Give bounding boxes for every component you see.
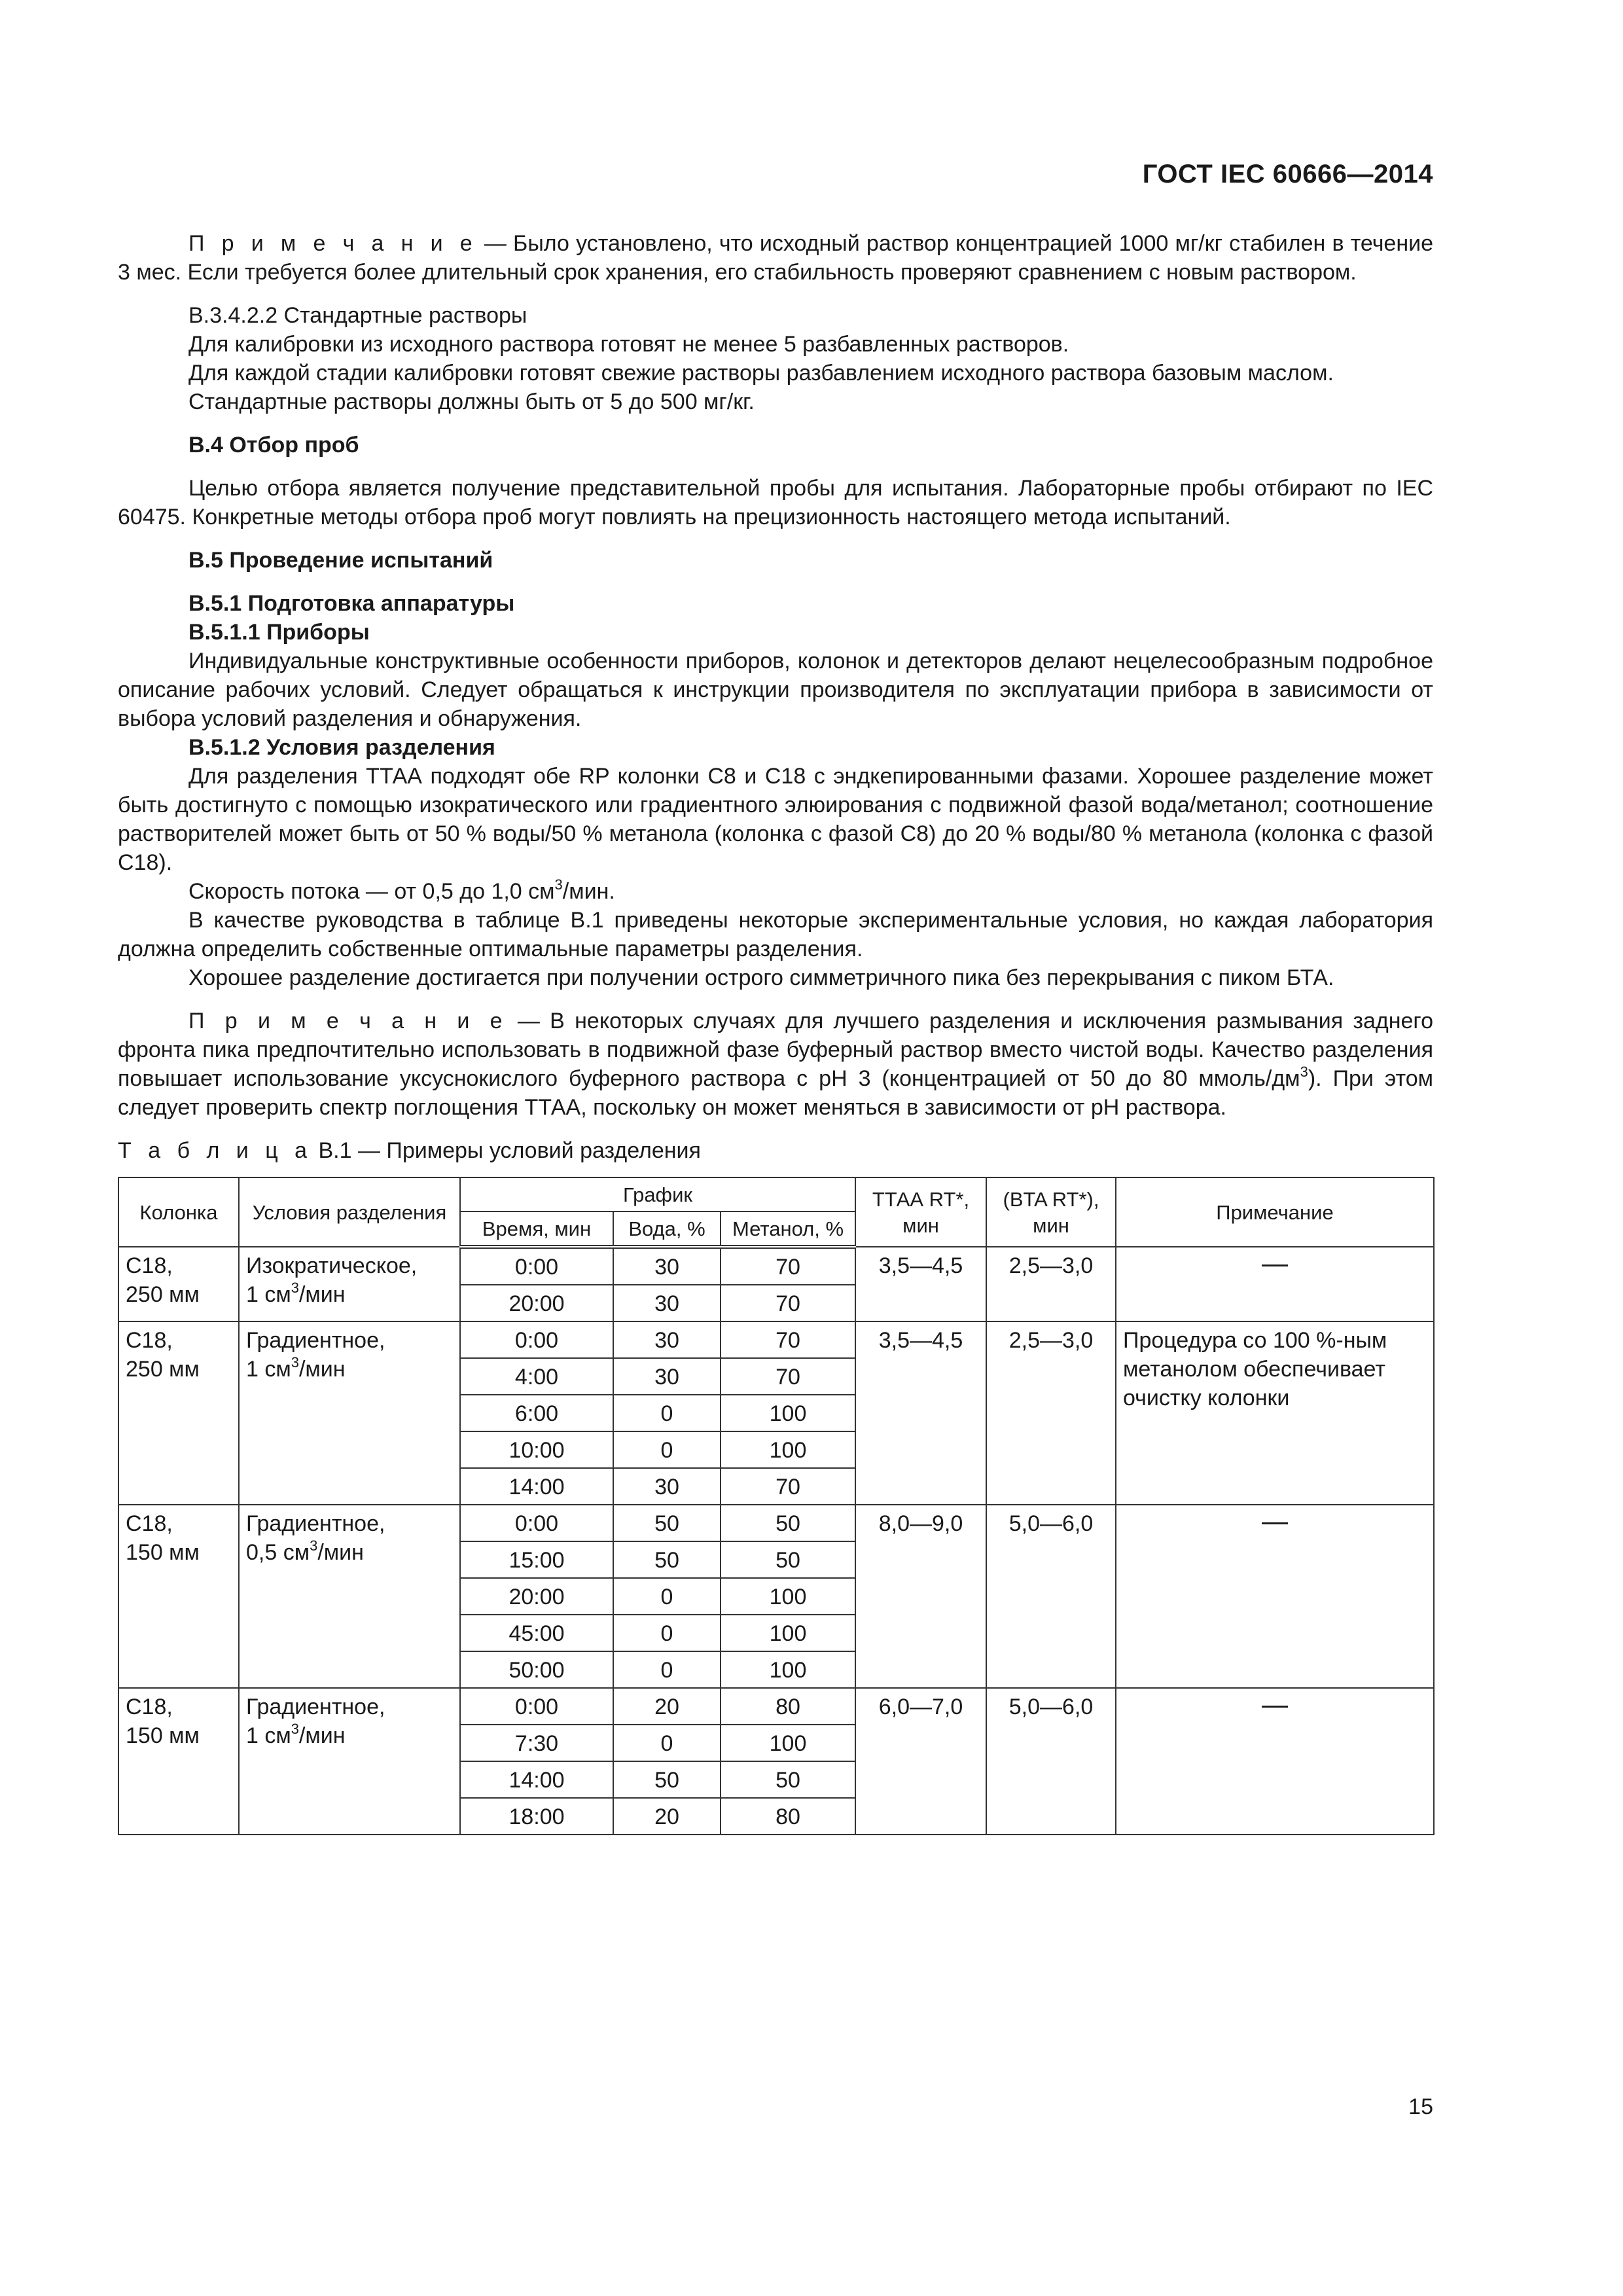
cell-column: С18, 150 мм — [118, 1505, 239, 1688]
cell-time: 15:00 — [460, 1541, 613, 1578]
cell-conditions: Изократическое, 1 $см^3$/мин — [239, 1247, 460, 1321]
cell-water: 0 — [613, 1725, 721, 1761]
cell-time: 18:00 — [460, 1798, 613, 1835]
cell-bta: 2,5—3,0 — [986, 1247, 1116, 1321]
header-ttaa: ТТАА RT*, мин — [855, 1177, 986, 1247]
cell-conditions: Градиентное, 1 $см^3$/мин — [239, 1688, 460, 1835]
cell-methanol: 50 — [721, 1505, 855, 1541]
cell-methanol: 70 — [721, 1285, 855, 1321]
page-number: 15 — [1408, 2094, 1433, 2119]
note-label: П р и м е ч а н и е — [188, 1009, 508, 1033]
cell-time: 6:00 — [460, 1395, 613, 1431]
cell-bta: 5,0—6,0 — [986, 1505, 1116, 1688]
note-text: — Было установлено, что исходный раствор концентрацией 1000 мг/кг стабилен в течение 3 мес. Если требуется более длительный срок хранения, его стабильность проверяют сравнением с новым раствором. — [118, 231, 1433, 285]
empty-dash — [1262, 1265, 1288, 1266]
header-methanol: Метанол, % — [721, 1211, 855, 1247]
cell-ttaa: 6,0—7,0 — [855, 1688, 986, 1835]
cell-time: 7:30 — [460, 1725, 613, 1761]
note-label: П р и м е ч а н и е — [188, 231, 478, 256]
cell-bta: 5,0—6,0 — [986, 1688, 1116, 1835]
cell-water: 20 — [613, 1688, 721, 1725]
cell-time: 50:00 — [460, 1651, 613, 1688]
paragraph: Для разделения ТТАА подходят обе RP колонки С8 и С18 с эндкепированными фазами. Хорошее разделение может быть достигнуто с помощью изократического или градиентного элюирования с подвижной фазой вода/метанол; соотношение растворителей может быть от 50 % воды/50 % метанола (колонка с фазой С8) до 20 % воды/80 % метанола (колонка с фазой С18). — [118, 764, 1433, 875]
section-heading-b5: B.5 Проведение испытаний — [188, 548, 493, 573]
cell-column: С18, 250 мм — [118, 1247, 239, 1321]
cell-note — [1116, 1505, 1434, 1688]
table-row — [118, 1247, 1434, 1285]
cell-water: 30 — [613, 1468, 721, 1505]
cell-water: 30 — [613, 1358, 721, 1395]
paragraph: Индивидуальные конструктивные особенности приборов, колонок и детекторов делают нецелесообразным подробное описание рабочих условий. Следует обращаться к инструкции производителя по эксплуатации прибора в зависимости от выбора условий разделения и обнаружения. — [118, 649, 1433, 731]
table-row — [118, 1688, 1434, 1725]
cell-methanol: 80 — [721, 1688, 855, 1725]
cell-time: 45:00 — [460, 1615, 613, 1651]
cell-methanol: 70 — [721, 1468, 855, 1505]
cell-methanol: 100 — [721, 1578, 855, 1615]
cell-methanol: 70 — [721, 1321, 855, 1358]
section-heading-b51: B.5.1 Подготовка аппаратуры — [188, 591, 515, 616]
cell-methanol: 50 — [721, 1761, 855, 1798]
cell-water: 0 — [613, 1395, 721, 1431]
cell-note — [1116, 1247, 1434, 1321]
cell-time: 0:00 — [460, 1688, 613, 1725]
section-heading-b3422: B.3.4.2.2 Стандартные растворы — [188, 303, 527, 328]
header-time: Время, мин — [460, 1211, 613, 1247]
cell-time: 14:00 — [460, 1761, 613, 1798]
cell-methanol: 50 — [721, 1541, 855, 1578]
cell-methanol: 100 — [721, 1431, 855, 1468]
paragraph: Для калибровки из исходного раствора готовят не менее 5 разбавленных растворов. — [188, 332, 1069, 357]
table-row — [118, 1505, 1434, 1541]
cell-time: 0:00 — [460, 1505, 613, 1541]
cell-time: 20:00 — [460, 1578, 613, 1615]
paragraph: В качестве руководства в таблице B.1 приведены некоторые экспериментальные условия, но каждая лаборатория должна определить собственные оптимальные параметры разделения. — [118, 908, 1433, 961]
document-id: ГОСТ IEC 60666—2014 — [1142, 160, 1433, 188]
cell-time: 0:00 — [460, 1321, 613, 1358]
paragraph: Стандартные растворы должны быть от 5 до 500 мг/кг. — [188, 389, 755, 414]
cell-time: 0:00 — [460, 1247, 613, 1285]
cell-time: 14:00 — [460, 1468, 613, 1505]
header-column: Колонка — [118, 1177, 239, 1247]
section-heading-b4: B.4 Отбор проб — [188, 433, 359, 457]
cell-methanol: 100 — [721, 1615, 855, 1651]
empty-dash — [1262, 1706, 1288, 1708]
table-row — [118, 1321, 1434, 1358]
separation-conditions-table — [118, 1177, 1435, 1835]
note-paragraph: П р и м е ч а н и е — В некоторых случаях для лучшего разделения и исключения размывания заднего фронта пика предпочтительно использовать в подвижной фазе буферный раствор вместо чистой воды. Качество разделения повышает использование уксуснокислого буферного раствора с pH 3 (концентрацией от 50 до 80 ммоль/$дм^3$). При этом следует проверить спектр поглощения ТТАА, поскольку он может меняться в зависимости от pH раствора. — [118, 1009, 1433, 1120]
cell-time: 4:00 — [460, 1358, 613, 1395]
cell-water: 50 — [613, 1505, 721, 1541]
cell-ttaa: 3,5—4,5 — [855, 1321, 986, 1505]
cell-water: 0 — [613, 1651, 721, 1688]
cell-ttaa: 8,0—9,0 — [855, 1505, 986, 1688]
cell-bta: 2,5—3,0 — [986, 1321, 1116, 1505]
section-heading-b511: B.5.1.1 Приборы — [188, 620, 370, 645]
cell-methanol: 100 — [721, 1725, 855, 1761]
header-water: Вода, % — [613, 1211, 721, 1247]
cell-water: 0 — [613, 1578, 721, 1615]
cell-water: 50 — [613, 1541, 721, 1578]
paragraph: Хорошее разделение достигается при получении острого симметричного пика без перекрывания с пиком БТА. — [188, 965, 1334, 990]
cell-note — [1116, 1688, 1434, 1835]
paragraph: Целью отбора является получение представительной пробы для испытания. Лабораторные пробы отбирают по IEC 60475. Конкретные методы отбора проб могут повлиять на прецизионность настоящего метода испытаний. — [118, 476, 1433, 529]
empty-dash — [1262, 1522, 1288, 1524]
header-note: Примечание — [1116, 1177, 1434, 1247]
cell-ttaa: 3,5—4,5 — [855, 1247, 986, 1321]
document-body — [118, 229, 1433, 1835]
cell-column: С18, 250 мм — [118, 1321, 239, 1505]
cell-column: С18, 150 мм — [118, 1688, 239, 1835]
cell-conditions: Градиентное, 1 $см^3$/мин — [239, 1321, 460, 1505]
cell-note: Процедура со 100 %-ным метанолом обеспечивает очистку колонки — [1116, 1321, 1434, 1505]
note-paragraph — [118, 229, 1433, 287]
cell-methanol: 100 — [721, 1395, 855, 1431]
header-schedule: График — [460, 1177, 855, 1211]
header-bta: (BTA RT*), мин — [986, 1177, 1116, 1247]
cell-conditions: Градиентное, 0,5 $см^3$/мин — [239, 1505, 460, 1688]
table-caption: Т а б л и ц а B.1 — Примеры условий разделения — [118, 1138, 701, 1163]
cell-water: 20 — [613, 1798, 721, 1835]
section-heading-b512: B.5.1.2 Условия разделения — [188, 735, 495, 760]
cell-water: 30 — [613, 1247, 721, 1285]
header-conditions: Условия разделения — [239, 1177, 460, 1247]
flow-rate-paragraph: Скорость потока — от 0,5 до 1,0 $см^3$/мин. — [188, 876, 615, 904]
cell-time: 10:00 — [460, 1431, 613, 1468]
cell-water: 0 — [613, 1431, 721, 1468]
cell-water: 30 — [613, 1321, 721, 1358]
cell-water: 0 — [613, 1615, 721, 1651]
cell-methanol: 80 — [721, 1798, 855, 1835]
paragraph: Для каждой стадии калибровки готовят свежие растворы разбавлением исходного раствора базовым маслом. — [188, 361, 1334, 386]
cell-water: 30 — [613, 1285, 721, 1321]
cell-water: 50 — [613, 1761, 721, 1798]
cell-methanol: 70 — [721, 1358, 855, 1395]
cell-methanol: 100 — [721, 1651, 855, 1688]
cell-methanol: 70 — [721, 1247, 855, 1285]
cell-time: 20:00 — [460, 1285, 613, 1321]
